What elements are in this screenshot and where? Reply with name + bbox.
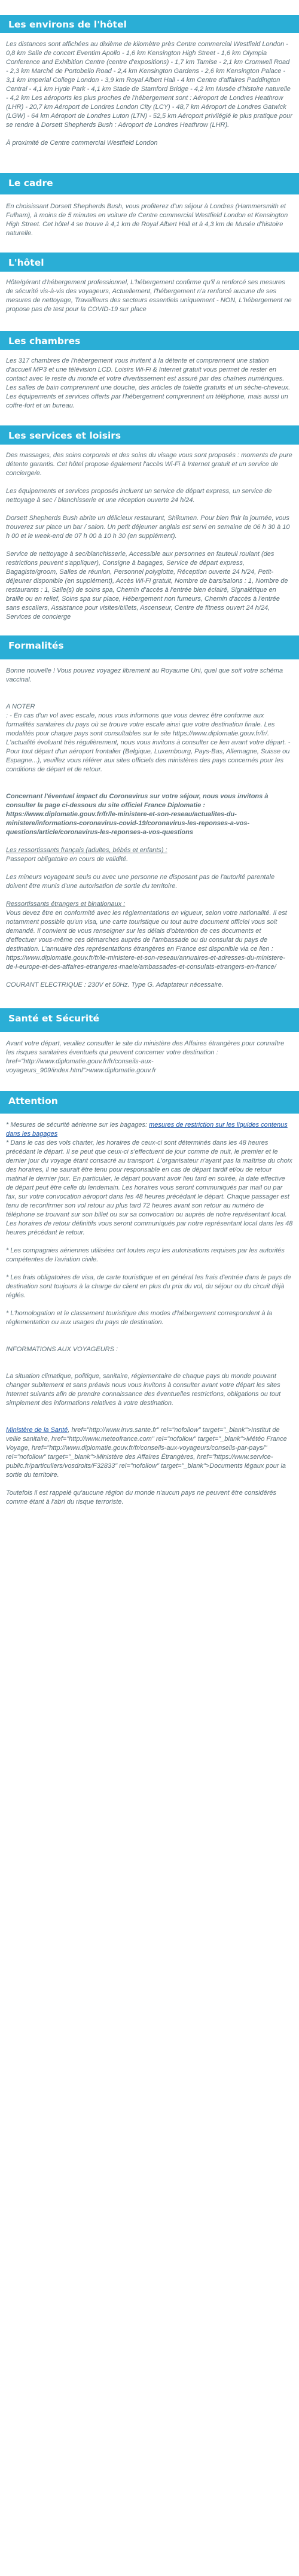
hotel-info-page bbox=[0, 15, 299, 1507]
attention-baggage-prefix: * Mesures de sécurité aérienne sur les bagages: bbox=[6, 1121, 150, 1129]
formalites-foreign-text: Vous devez être en conformité avec les réglementations en vigueur, selon votre nationalité. Il est notamment possible qu'un visa, une carte touristique ou tout autre document officiel vous soit demandé. Il convient de vous renseigner sur les délais d'obtention de ces documents et d'effectuer vous-même ces démarches auprès de l'ambassade ou du consulat du pays de destination. L'annuaire des représentations étrangères en France est disponible via ce lien : https://www.diplomatie.gouv.fr/fr/le-ministere-et-son-reseau/annuaires-et-adresses-du-ministere-de-l-europe-et-des-affaires-etrangeres-maeie/ambassades-et-consulats-etrangers-en-france/ bbox=[6, 910, 287, 971]
attention-situation-text: La situation climatique, politique, sanitaire, réglementaire de chaque pays du monde pouvant changer subitement et sans préavis nous vous invitons à consulter avant votre départ les sites Internet suivants afin de prendre connaissance des éventuelles restrictions, obligations ou tout simplement des informations relatives à votre destination. bbox=[6, 1373, 281, 1407]
environs-proximity-text: À proximité de Centre commercial Westfield London bbox=[6, 139, 158, 147]
section-title: Les services et loisirs bbox=[8, 430, 121, 441]
section-header-chambres bbox=[0, 331, 299, 350]
section-body-sante bbox=[0, 1039, 299, 1075]
section-header-sante bbox=[0, 1008, 299, 1032]
environs-text: Les distances sont affichées au dixième de kilomètre près Centre commercial Westfield London - 0,8 km Salle de concert Eventim Apollo - 1,6 km Kensington High Street - 1,6 km Olympia Conference and Exhibition Centre (centre d'expositions) - 1,7 km Tamise - 2,1 km Cromwell Road - 2,3 km Marché de Portobello Road - 2,4 km Kensington Gardens - 2,6 km Kensington Palace - 3,1 km Imperial College London - 3,9 km Royal Albert Hall - 4 km Centre d'affaires Paddington Central - 4,1 km Hyde Park - 4,1 km Stade de Stamford Bridge - 4,2 km Musée d'histoire naturelle - 4,2 km Les aéroports les plus proches de l'hébergement sont : Aéroport de Londres Heathrow (LHR) - 20,7 km Aéroport de Londres London City (LCY) - 48,7 km Aéroport de Londres Gatwick (LGW) - 64 km Aéroport de Londres Luton (LTN) - 52,5 km Aéroport privilégié le plus pratique pour se rendre à Dorsett Shepherds Bush : Aéroport de Londres Heathrow (LHR). bbox=[6, 41, 292, 129]
ministere-sante-link[interactable]: Ministère de la Santé bbox=[6, 1427, 68, 1434]
section-title: Santé et Sécurité bbox=[8, 1013, 100, 1024]
formalites-covid-text: Concernant l'éventuel impact du Coronavirus sur votre séjour, nous vous invitons à consulter la page ci-dessous du site officiel France Diplomatie : https://www.diplomatie.gouv.fr/fr/le-ministere-et-son-reseau/actualites-du-ministere/informations-coronavirus-covid-19/coronavirus-les-reponses-a-vos-questions/article/coronavirus-les-reponses-a-vos-questions bbox=[6, 793, 269, 836]
attention-links-rest: , href="http://www.invs.sante.fr" rel="nofollow" target="_blank">Institut de veille sanitaire, href="http://www.meteofrance.com" rel="nofollow" target="_blank">Météo France Voyage, href="http://www.diplomatie.gouv.fr/fr/conseils-aux-voyageurs/conseils-par-pays/" rel="nofollow" target="_blank">Ministère des Affaires Étrangères, href="https://www.service-public.fr/particuliers/vosdroits/F32833" rel="nofollow" target="_blank">Documents légaux pour la sortie du territoire. bbox=[6, 1427, 287, 1479]
section-header-cadre bbox=[0, 173, 299, 194]
section-body-formalites bbox=[0, 667, 299, 990]
attention-links-text bbox=[6, 1426, 293, 1480]
section-header-attention bbox=[0, 1091, 299, 1114]
formalites-foreign-heading: Ressortissants étrangers et binationaux : bbox=[6, 901, 126, 908]
attention-info-heading: INFORMATIONS AUX VOYAGEURS : bbox=[6, 1346, 118, 1353]
chambres-text: Les 317 chambres de l'hébergement vous invitent à la détente et comprennent une station d'accueil MP3 et une télévision LCD. Loisirs Wi-Fi & Internet gratuit vous permet de rester en contact avec le reste du monde et votre divertissement est assuré par des chaînes numériques. Les salles de bain comprennent une douche, des articles de toilette gratuits et un sèche-cheveux. Les équipements et services offerts par l'hébergement comprennent un téléphone, mais aussi un coffre-fort et un bureau. bbox=[6, 357, 291, 409]
section-title: Les environs de l'hôtel bbox=[8, 19, 127, 30]
formalites-intro: Bonne nouvelle ! Vous pouvez voyagez librement au Royaume Uni, quel que soit votre schéma vaccinal. bbox=[6, 667, 283, 683]
section-body-services bbox=[0, 451, 299, 622]
section-body-attention bbox=[0, 1121, 299, 1507]
section-header-services bbox=[0, 425, 299, 445]
section-header-hotel bbox=[0, 253, 299, 272]
formalites-minors-text: Passeport obligatoire en cours de validité. bbox=[6, 856, 129, 863]
section-title: Les chambres bbox=[8, 336, 81, 346]
services-text-equipment: Les équipements et services proposés incluent un service de départ express, un service de nettoyage à sec / blanchisserie et une réception ouverte 24 h/24. bbox=[6, 488, 272, 504]
cadre-text: En choisissant Dorsett Shepherds Bush, vous profiterez d'un séjour à Londres (Hammersmith et Fulham), à moins de 5 minutes en voiture de Centre commercial Westfield London et Kensington High Street. Cet hôtel 4 se trouve à 4,1 km de Royal Albert Hall et à 4,3 km de Musée d'histoire naturelle. bbox=[6, 203, 288, 237]
formalites-current: COURANT ELECTRIQUE : 230V et 50Hz. Type G. Adaptateur nécessaire. bbox=[6, 981, 224, 989]
section-body-cadre bbox=[0, 202, 299, 238]
services-text-spa: Des massages, des soins corporels et des soins du visage vous sont proposés : moments de pure détente garantis. Cet hôtel propose également l'accès Wi-Fi à Internet gratuit et un service de concierge/e. bbox=[6, 452, 292, 477]
attention-baggage-note bbox=[6, 1121, 293, 1139]
sante-text: Avant votre départ, veuillez consulter le site du ministère des Affaires étrangères pour connaître les risques sanitaires éventuels qui peuvent concerner votre destination : href="http://www.diplomatie.gouv.fr/fr/conseils-aux-voyageurs_909/index.html">www.diplomatie.gouv.fr bbox=[6, 1040, 285, 1074]
section-header-formalites bbox=[0, 635, 299, 659]
attention-classification-text: * L'homologation et le classement touristique des modes d'hébergement correspondent à la réglementation ou aux usages du pays de destination. bbox=[6, 1310, 273, 1326]
formalites-note-text: : - En cas d'un vol avec escale, nous vous informons que vous devrez être conforme aux formalités sanitaires du pays où se trouve votre escale ainsi que votre destination finale. Les modalités pour chaque pays sont consultables sur le site https://www.diplomatie.gouv.fr/fr/. L'actualité évoluant très régulièrement, nous vous invitons à consulter ce lien avant votre départ. - Pour tout départ d'un aéroport frontalier (Belgique, Luxembourg, Pays-Bas, Allemagne, Suisse ou Espagne...), veuillez vous référer aux sites officiels des ministères des pays concernés pour les conditions de départ et de retour. bbox=[6, 712, 291, 773]
services-text-list: Service de nettoyage à sec/blanchisserie, Accessible aux personnes en fauteuil roulant (des restrictions peuvent s'appliquer), Consigne à bagages, Service de départ express, Bagagiste/groom, Salles de réunion, Personnel polyglotte, Réception ouverte 24 h/24, Petit-déjeuner disponible (en supplément), Accès Wi-Fi gratuit, Nombre de bars/salons : 1, Nombre de restaurants : 1, Salle(s) de soins spa, Chemin d'accès à l'entrée bien éclairé, Signalétique en braille ou en relief, Soins spa sur place, Hébergement non fumeurs, Chemin d'accès à l'entrée sans escaliers, Assistance pour visites/billets, Ascenseur, Centre de fitness ouvert 24 h/24, Services de concierge bbox=[6, 551, 288, 621]
attention-fees-text: * Les frais obligatoires de visa, de carte touristique et en général les frais d'entrée dans le pays de destination sont toujours à la charge du client en plus du prix du vol, du séjour ou du circuit déjà réglés. bbox=[6, 1274, 291, 1299]
hotel-text: Hôte/gérant d'hébergement professionnel, L'hébergement confirme qu'il a renforcé ses mesures de sécurité vis-à-vis des voyageurs, Actuellement, l'hébergement n'a renforcé aucune de ses mesures de nettoyage, Travailleurs des secteurs essentiels uniquement - NON, L'hébergement ne propose pas de test pour la COVID-19 sur place bbox=[6, 279, 292, 313]
section-body-chambres bbox=[0, 357, 299, 410]
liquids-restriction-link[interactable]: mesures de restriction sur les liquides contenus dans les bagages bbox=[6, 1121, 288, 1138]
formalites-minors-extra: Les mineurs voyageant seuls ou avec une personne ne disposant pas de l'autorité parentale doivent être munis d'une autorisation de sortie du territoire. bbox=[6, 874, 275, 890]
section-title: Formalités bbox=[8, 640, 64, 651]
formalites-note-heading: A NOTER bbox=[6, 703, 35, 710]
section-title: L'hôtel bbox=[8, 257, 44, 268]
section-title: Attention bbox=[8, 1096, 58, 1106]
formalites-minors-heading: Les ressortissants français (adultes, bébés et enfants) : bbox=[6, 847, 167, 854]
attention-airlines-text: * Les compagnies aériennes utilisées ont toutes reçu les autorisations requises par les autorités compétentes de l'aviation civile. bbox=[6, 1247, 285, 1263]
attention-charter-text: * Dans le cas des vols charter, les horaires de ceux-ci sont déterminés dans les 48 heures précédant le départ. Il se peut que ceux-ci s'effectuent de jour comme de nuit, le premier et le dernier jour du voyage étant consacré au transport. L'organisateur n'ayant pas la maîtrise du choix des horaires, il ne saurait être tenu pour responsable en cas de départ tardif et/ou de retour matinal le dernier jour. En particulier, le départ pouvant avoir lieu tard en soirée, la date effective de départ peut être celle du lendemain. Les horaires vous seront communiqués par mail ou par fax, sur votre convocation aéroport dans les 48 heures précédant le départ. Chaque passager est tenu de reconfirmer son vol retour au plus tard 72 heures avant son retour au numéro de téléphone se trouvant sur son billet ou sur sa convocation ou auprès de notre représentant local. Les horaires de retour définitifs vous seront communiqués par notre représentant local dans les 48 heures précédant le retour. bbox=[6, 1139, 293, 1236]
section-title: Le cadre bbox=[8, 178, 53, 188]
services-text-restaurant: Dorsett Shepherds Bush abrite un délicieux restaurant, Shikumen. Pour bien finir la journée, vous trouverez sur place un bar / salon. Un petit déjeuner anglais est servi en semaine de 06 h 30 à 10 h 00 et le week-end de 07 h 00 à 10 h 30 (en supplément). bbox=[6, 515, 290, 540]
section-body-environs bbox=[0, 40, 299, 148]
section-body-hotel bbox=[0, 278, 299, 314]
attention-terror-text: Toutefois il est rappelé qu'aucune région du monde n'aucun pays ne peuvent être considérés comme étant à l'abri du risque terroriste. bbox=[6, 1489, 277, 1506]
section-header-environs bbox=[0, 15, 299, 33]
